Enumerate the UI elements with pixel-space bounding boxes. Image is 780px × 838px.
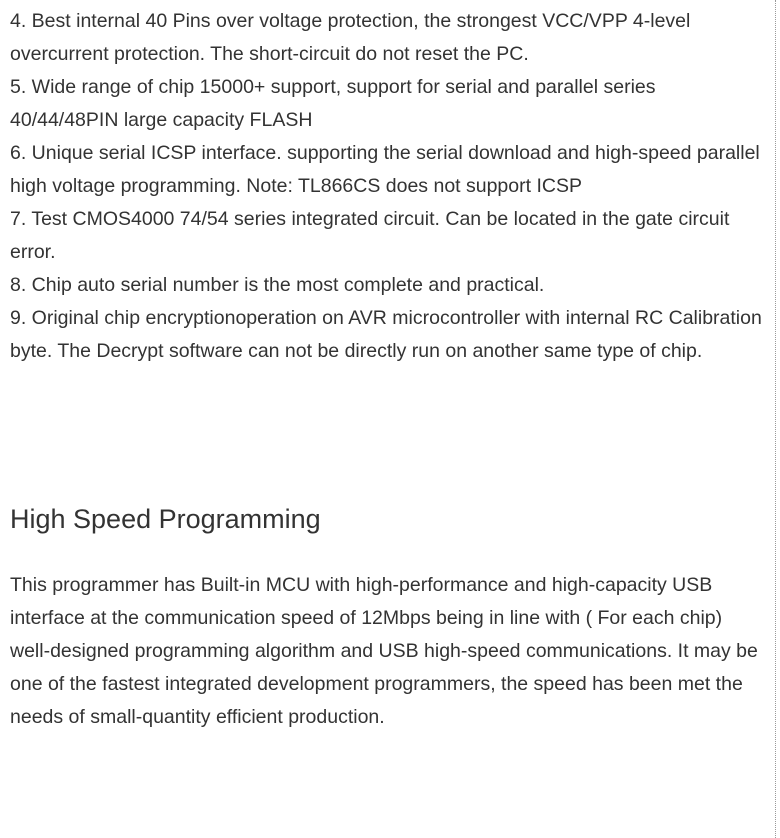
- feature-item: 4. Best internal 40 Pins over voltage protection, the strongest VCC/VPP 4-level overcurrent protection. The short-circuit do not reset the PC.: [10, 10, 691, 65]
- scrollbar[interactable]: [775, 0, 776, 838]
- feature-item: 9. Original chip encryptionoperation on AVR microcontroller with internal RC Calibration byte. The Decrypt software can not be directly run on another same type of chip.: [10, 307, 762, 362]
- feature-item: 8. Chip auto serial number is the most complete and practical.: [10, 274, 545, 296]
- section-heading: High Speed Programming: [10, 504, 321, 534]
- feature-list: [10, 5, 762, 368]
- product-description: [10, 5, 762, 728]
- feature-item: 5. Wide range of chip 15000+ support, support for serial and parallel series 40/44/48PIN large capacity FLASH: [10, 76, 656, 131]
- section-paragraph: This programmer has Built-in MCU with high-performance and high-capacity USB interface at the communication speed of 12Mbps being in line with ( For each chip) well-designed programming algorithm and USB high-speed communications. It may be one of the fastest integrated development programmers, the speed has been met the needs of small-quantity efficient production.: [10, 574, 758, 728]
- feature-item: 7. Test CMOS4000 74/54 series integrated circuit. Can be located in the gate circuit error.: [10, 208, 730, 263]
- feature-item: 6. Unique serial ICSP interface. supporting the serial download and high-speed parallel high voltage programming. Note: TL866CS does not support ICSP: [10, 142, 760, 197]
